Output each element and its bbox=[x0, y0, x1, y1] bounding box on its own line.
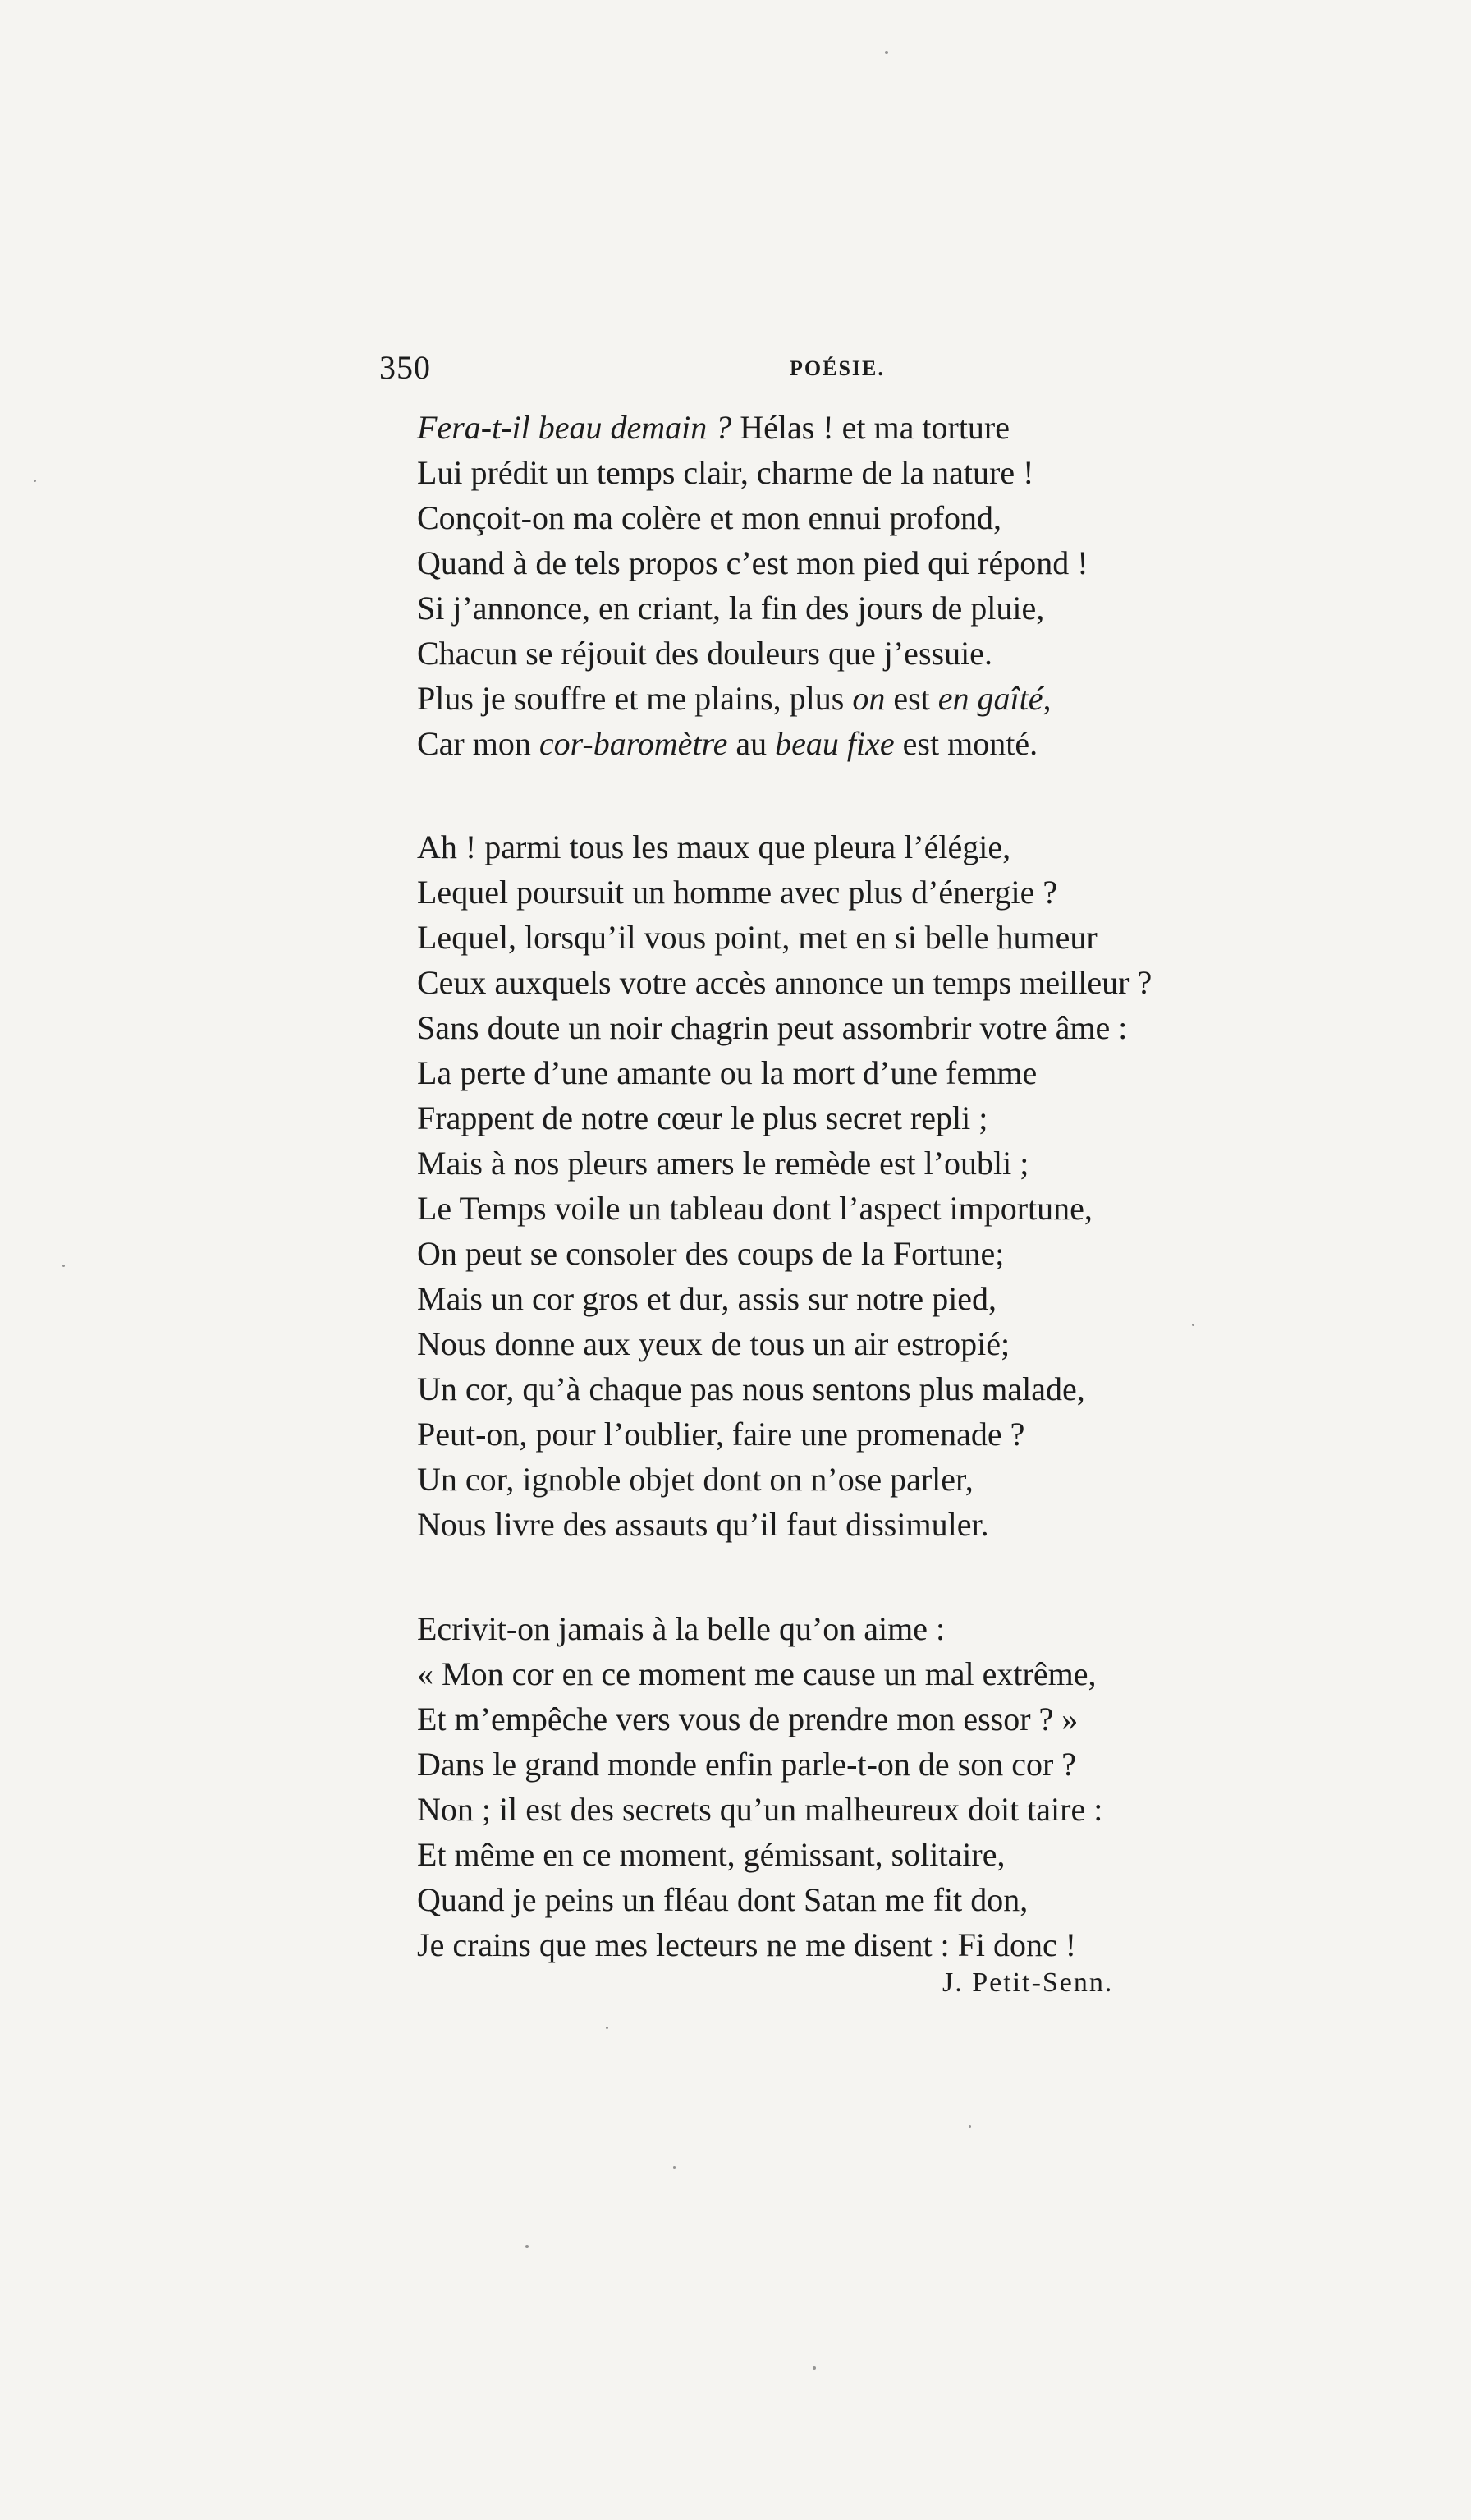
verse-text: Peut-on, pour l’oublier, faire une promenade ? bbox=[417, 1416, 1025, 1453]
verse-line bbox=[417, 1787, 1320, 1832]
verse-text: Sans doute un noir chagrin peut assombrir votre âme : bbox=[417, 1009, 1128, 1046]
verse-text: Lui prédit un temps clair, charme de la nature ! bbox=[417, 454, 1034, 491]
verse-line bbox=[417, 824, 1320, 870]
verse-line bbox=[417, 870, 1320, 915]
verse-text: Nous livre des assauts qu’il faut dissimuler. bbox=[417, 1506, 989, 1543]
verse-line bbox=[417, 450, 1320, 495]
stanza-2 bbox=[417, 824, 1320, 1547]
paper-speck bbox=[885, 51, 888, 54]
verse-line bbox=[417, 540, 1320, 585]
verse-line bbox=[417, 1877, 1320, 1922]
verse-text: Ceux auxquels votre accès annonce un temps meilleur ? bbox=[417, 964, 1153, 1001]
verse-text: Le Temps voile un tableau dont l’aspect importune, bbox=[417, 1190, 1093, 1227]
verse-line bbox=[417, 676, 1320, 721]
verse-line bbox=[417, 1606, 1320, 1651]
verse-line bbox=[417, 721, 1320, 766]
verse-text: La perte d’une amante ou la mort d’une femme bbox=[417, 1054, 1038, 1091]
stanza-1 bbox=[417, 405, 1320, 766]
verse-italic-text: en gaîté, bbox=[937, 680, 1052, 717]
verse-text: Lequel, lorsqu’il vous point, met en si belle humeur bbox=[417, 919, 1098, 956]
verse-text: Mais à nos pleurs amers le remède est l’oubli ; bbox=[417, 1145, 1029, 1182]
verse-text: Dans le grand monde enfin parle-t-on de son cor ? bbox=[417, 1746, 1077, 1783]
verse-text: Frappent de notre cœur le plus secret repli ; bbox=[417, 1099, 988, 1136]
verse-text: Chacun se réjouit des douleurs que j’essuie. bbox=[417, 635, 992, 672]
verse-text: Ah ! parmi tous les maux que pleura l’élégie, bbox=[417, 829, 1011, 865]
verse-text: est bbox=[885, 680, 938, 717]
verse-text: Conçoit-on ma colère et mon ennui profond, bbox=[417, 499, 1002, 536]
verse-text: Plus je souffre et me plains, plus bbox=[417, 680, 853, 717]
verse-text: Je crains que mes lecteurs ne me disent : Fi donc ! bbox=[417, 1926, 1077, 1963]
verse-line bbox=[417, 1742, 1320, 1787]
verse-text: Et même en ce moment, gémissant, solitaire, bbox=[417, 1836, 1006, 1873]
paper-speck bbox=[606, 2027, 608, 2029]
verse-text: Un cor, ignoble objet dont on n’ose parler, bbox=[417, 1461, 974, 1498]
verse-line bbox=[417, 1005, 1320, 1050]
page-number: 350 bbox=[379, 349, 431, 386]
verse-line bbox=[417, 1457, 1320, 1502]
verse-line bbox=[417, 631, 1320, 676]
verse-line bbox=[417, 1366, 1320, 1411]
verse-line bbox=[417, 495, 1320, 540]
author-signature: J. Petit-Senn. bbox=[942, 1967, 1114, 1998]
verse-line bbox=[417, 1411, 1320, 1457]
verse-line bbox=[417, 1321, 1320, 1366]
verse-italic-text: cor-baromètre bbox=[538, 725, 728, 762]
verse-line bbox=[417, 1922, 1320, 1967]
verse-text: Non ; il est des secrets qu’un malheureux doit taire : bbox=[417, 1791, 1103, 1828]
verse-line bbox=[417, 1141, 1320, 1186]
verse-text: au bbox=[727, 725, 776, 762]
verse-line bbox=[417, 585, 1320, 631]
paper-speck bbox=[34, 480, 36, 482]
verse-line bbox=[417, 405, 1320, 450]
verse-text: Lequel poursuit un homme avec plus d’énergie ? bbox=[417, 874, 1058, 911]
verse-text: Mais un cor gros et dur, assis sur notre pied, bbox=[417, 1280, 997, 1317]
verse-text: Ecrivit-on jamais à la belle qu’on aime : bbox=[417, 1610, 946, 1647]
verse-text: Hélas ! et ma torture bbox=[731, 409, 1010, 446]
verse-line bbox=[417, 1186, 1320, 1231]
verse-text: Quand à de tels propos c’est mon pied qui répond ! bbox=[417, 544, 1088, 581]
verse-text: Nous donne aux yeux de tous un air estropié; bbox=[417, 1325, 1010, 1362]
paper-speck bbox=[813, 2366, 816, 2370]
verse-italic-text: beau fixe bbox=[775, 725, 895, 762]
verse-text: On peut se consoler des coups de la Fortune; bbox=[417, 1235, 1005, 1272]
stanza-3 bbox=[417, 1606, 1320, 1967]
verse-text: est monté. bbox=[894, 725, 1038, 762]
verse-line bbox=[417, 915, 1320, 960]
verse-line bbox=[417, 1276, 1320, 1321]
verse-line bbox=[417, 1832, 1320, 1877]
verse-line bbox=[417, 1502, 1320, 1547]
verse-line bbox=[417, 960, 1320, 1005]
verse-italic-text: Fera-t-il beau demain ? bbox=[417, 409, 732, 446]
verse-line bbox=[417, 1651, 1320, 1696]
verse-line bbox=[417, 1095, 1320, 1141]
verse-text: Car mon bbox=[417, 725, 539, 762]
verse-text: Un cor, qu’à chaque pas nous sentons plus malade, bbox=[417, 1370, 1085, 1407]
running-head: POÉSIE. bbox=[790, 356, 885, 380]
verse-text: Si j’annonce, en criant, la fin des jours de pluie, bbox=[417, 590, 1045, 627]
paper-speck bbox=[1192, 1324, 1194, 1326]
paper-speck bbox=[525, 2245, 529, 2248]
verse-line bbox=[417, 1231, 1320, 1276]
verse-italic-text: on bbox=[852, 680, 886, 717]
paper-speck bbox=[673, 2166, 676, 2169]
verse-text: Quand je peins un fléau dont Satan me fit don, bbox=[417, 1881, 1029, 1918]
verse-text: « Mon cor en ce moment me cause un mal extrême, bbox=[417, 1655, 1097, 1692]
paper-speck bbox=[969, 2125, 971, 2128]
verse-line bbox=[417, 1696, 1320, 1742]
verse-line bbox=[417, 1050, 1320, 1095]
paper-speck bbox=[62, 1265, 65, 1267]
verse-text: Et m’empêche vers vous de prendre mon essor ? » bbox=[417, 1701, 1079, 1737]
page-header bbox=[379, 348, 1200, 397]
